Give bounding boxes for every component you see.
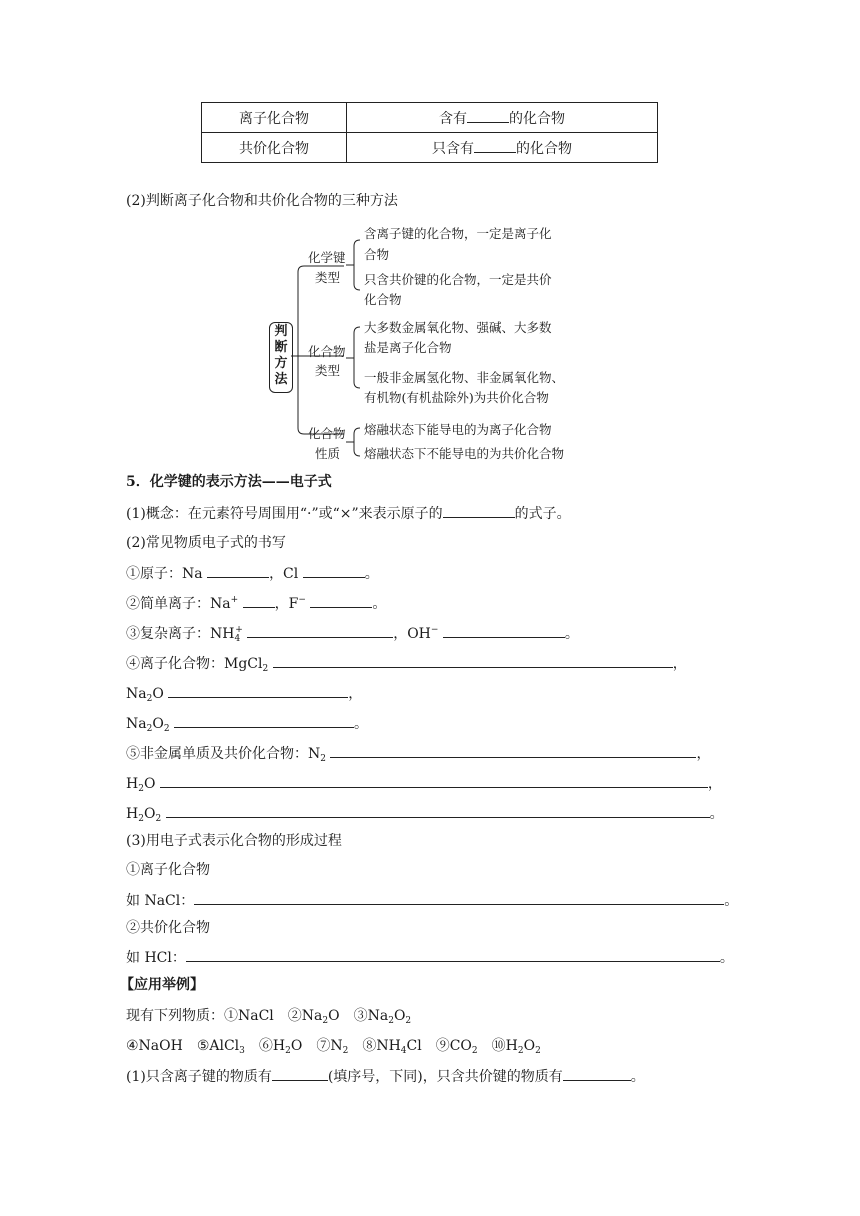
substance-list-1: 现有下列物质：①NaCl $②Na_2O$ $③Na_2O_2$ [126,1008,412,1026]
branch-label: 化合物 [308,426,346,441]
leaf-text: 熔融状态下能导电的为离子化合物 [364,422,552,437]
atom-line: ①原子：Na ，Cl 。 [126,563,379,584]
complex-ion-line: ③复杂离子：$NH_4^+$ ，OH− 。 [126,625,579,644]
simple-ion-line: ②简单离子：Na+ ，F− 。 [126,595,387,612]
substance-list-2: ④NaOH ⑤AlCl$_3$ $⑥H_2O$ $⑦N_2$ $⑧NH_4Cl$ $⑨CO_2$ $⑩H_2O_2$ [126,1038,541,1056]
table-cell-type: 离子化合物 [202,103,347,133]
leaf-text: 大多数金属氧化物、强碱、大多数 [364,320,552,335]
table-row [202,103,658,133]
branch-label: 类型 [315,270,341,285]
table-cell-definition: 只含有 的化合物 [347,133,658,163]
branch-label: 化合物 [308,344,346,359]
root-char: 判 [274,324,288,339]
branch-label: 性质 [315,446,341,461]
ionic-subheading: ①离子化合物 [126,862,210,878]
leaf-text: 有机物(有机盐除外)为共价化合物 [364,390,549,405]
root-char: 方 [274,356,288,371]
h2o2-line: $H_2O_2$ 。 [126,803,724,824]
table-cell-type: 共价化合物 [202,133,347,163]
branch-label: 类型 [315,363,341,378]
covalent-subheading: ②共价化合物 [126,920,210,936]
compound-definition-table [201,102,658,163]
nonmetal-line: ⑤非金属单质及共价化合物：$N_2$ ， [126,743,710,764]
table-row [202,133,658,163]
leaf-text: 合物 [364,247,390,262]
process-heading: (3)用电子式表示化合物的形成过程 [126,833,342,849]
judgement-method-diagram [266,222,606,464]
leaf-text: 一般非金属氢化物、非金属氧化物、 [364,370,565,385]
leaf-text: 熔融状态下不能导电的为共价化合物 [364,446,565,461]
table-cell-definition: 含有 的化合物 [347,103,658,133]
na2o2-line: $Na_2O_2$ 。 [126,713,368,734]
root-char: 法 [274,372,288,387]
na2o-line: $Na_2O$ ， [126,683,362,704]
branch-label: 化学键 [308,250,346,265]
diagram-root-box [269,322,293,393]
leaf-text: 化合物 [364,292,402,307]
leaf-text: 含离子键的化合物，一定是离子化 [364,226,552,241]
hcl-line: 如 HCl： 。 [126,947,734,968]
nacl-line: 如 NaCl： 。 [126,890,738,911]
h2o-line: $H_2O$ ， [126,773,722,794]
leaf-text: 盐是离子化合物 [364,340,452,355]
concept-line: (1)概念：在元素符号周围用“·”或“×”来表示原子的 的式子。 [126,503,571,524]
example-heading: 【应用举例】 [120,977,204,993]
leaf-text: 只含共价键的化合物，一定是共价 [364,272,552,287]
question-1-line: (1)只含离子键的物质有 (填序号，下同)，只含共价键的物质有 。 [126,1066,645,1087]
q2-heading: (2)判断离子化合物和共价化合物的三种方法 [126,193,398,209]
common-heading: (2)常见物质电子式的书写 [126,535,286,551]
root-char: 断 [274,340,288,355]
section-5-heading: 5．化学键的表示方法——电子式 [126,474,332,490]
ionic-compound-line: ④离子化合物：MgCl$_2$ ， [126,653,687,674]
